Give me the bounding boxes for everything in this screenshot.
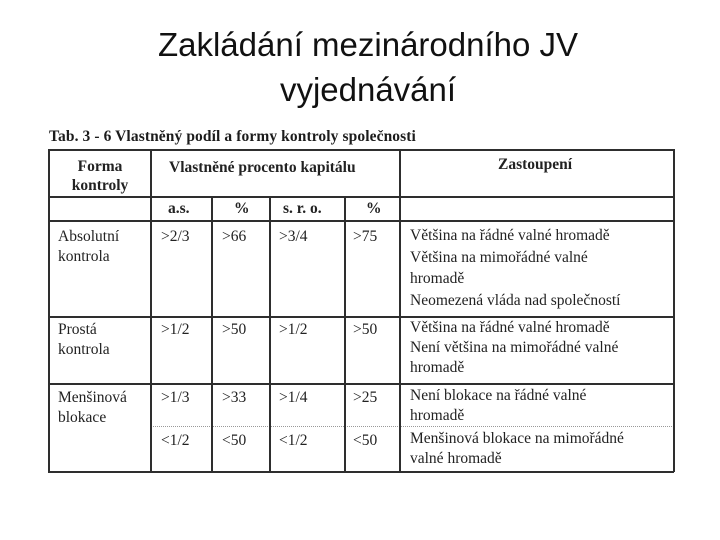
- row-forma-line-1: Absolutní: [58, 228, 120, 245]
- table-row: [58, 388, 127, 428]
- subheader-pct-sro: %: [366, 200, 382, 217]
- zastoupeni-line: Většina na řádné valné hromadě: [410, 227, 610, 244]
- header-vlastnene: Vlastněné procento kapitálu: [169, 159, 356, 176]
- zastoupeni-line: valné hromadě: [410, 450, 502, 467]
- col-divider-sro: [269, 198, 271, 472]
- table-row: [58, 227, 119, 267]
- subheader-pct-as: %: [234, 200, 250, 217]
- table-top-border: [48, 149, 674, 151]
- row-pct-sro-value: <50: [353, 432, 378, 449]
- col-divider-pct2: [344, 198, 346, 472]
- col-divider-pct1: [211, 198, 213, 472]
- header-forma-line-2: kontroly: [71, 177, 129, 194]
- zastoupeni-line: hromadě: [410, 270, 465, 287]
- row-forma-line-1: Prostá: [58, 321, 97, 338]
- row-pct-as-value: >50: [222, 321, 247, 338]
- slide-title: [8, 22, 720, 112]
- row-sro-value: >1/4: [279, 389, 308, 406]
- zastoupeni-line: Není blokace na řádné valné: [410, 387, 587, 404]
- row-forma-line-2: kontrola: [58, 248, 110, 265]
- subheader-sro: s. r. o.: [283, 200, 322, 217]
- row-forma-line-1: Menšinová: [58, 389, 127, 406]
- zastoupeni-line: hromadě: [410, 359, 465, 376]
- zastoupeni-line: Většina na řádné valné hromadě: [410, 319, 610, 336]
- table-bottom-border: [48, 471, 674, 473]
- row-zastoupeni: [410, 225, 620, 311]
- row-as-value: >1/2: [161, 321, 190, 338]
- row-sro-value: >3/4: [279, 228, 308, 245]
- row-as-value: >1/3: [161, 389, 190, 406]
- row-zastoupeni: [410, 386, 586, 426]
- table-row: [58, 320, 110, 360]
- zastoupeni-line: Neomezená vláda nad společností: [410, 291, 621, 309]
- header-forma-line-1: Forma: [77, 158, 123, 175]
- row-pct-as-value: >66: [222, 228, 247, 245]
- zastoupeni-line: Není většina na mimořádné valné: [410, 339, 619, 356]
- row-sro-value: >1/2: [279, 321, 308, 338]
- subheader-as: a.s.: [168, 200, 190, 217]
- zastoupeni-line: hromadě: [410, 407, 465, 424]
- row-divider-3: [150, 426, 674, 427]
- header-divider: [48, 196, 674, 198]
- zastoupeni-line: Menšinová blokace na mimořádné: [410, 430, 624, 447]
- subheader-divider: [48, 220, 674, 222]
- row-forma-line-2: blokace: [58, 409, 107, 426]
- row-pct-sro-value: >25: [353, 389, 378, 406]
- slide-title-line-1: Zakládání mezinárodního JV: [157, 26, 579, 63]
- table-left-border: [48, 149, 50, 472]
- row-pct-sro-value: >50: [353, 321, 378, 338]
- row-zastoupeni: [410, 429, 624, 469]
- row-pct-as-value: >33: [222, 389, 247, 406]
- header-zastoupeni: Zastoupení: [498, 156, 573, 173]
- slide-title-line-2: vyjednávání: [279, 71, 457, 108]
- row-divider-2: [48, 383, 674, 385]
- table-right-border: [673, 149, 675, 472]
- col-divider-forma: [150, 149, 152, 472]
- row-as-value: >2/3: [161, 228, 190, 245]
- row-zastoupeni: [410, 318, 618, 378]
- col-divider-zastoupeni: [399, 149, 401, 472]
- header-forma: [50, 157, 150, 195]
- table-caption: Tab. 3 - 6 Vlastněný podíl a formy kontroly společnosti: [49, 128, 416, 145]
- zastoupeni-line: Většina na mimořádné valné: [410, 248, 588, 266]
- row-as-value: <1/2: [161, 432, 190, 449]
- row-sro-value: <1/2: [279, 432, 308, 449]
- row-pct-as-value: <50: [222, 432, 247, 449]
- row-pct-sro-value: >75: [353, 228, 378, 245]
- row-forma-line-2: kontrola: [58, 341, 110, 358]
